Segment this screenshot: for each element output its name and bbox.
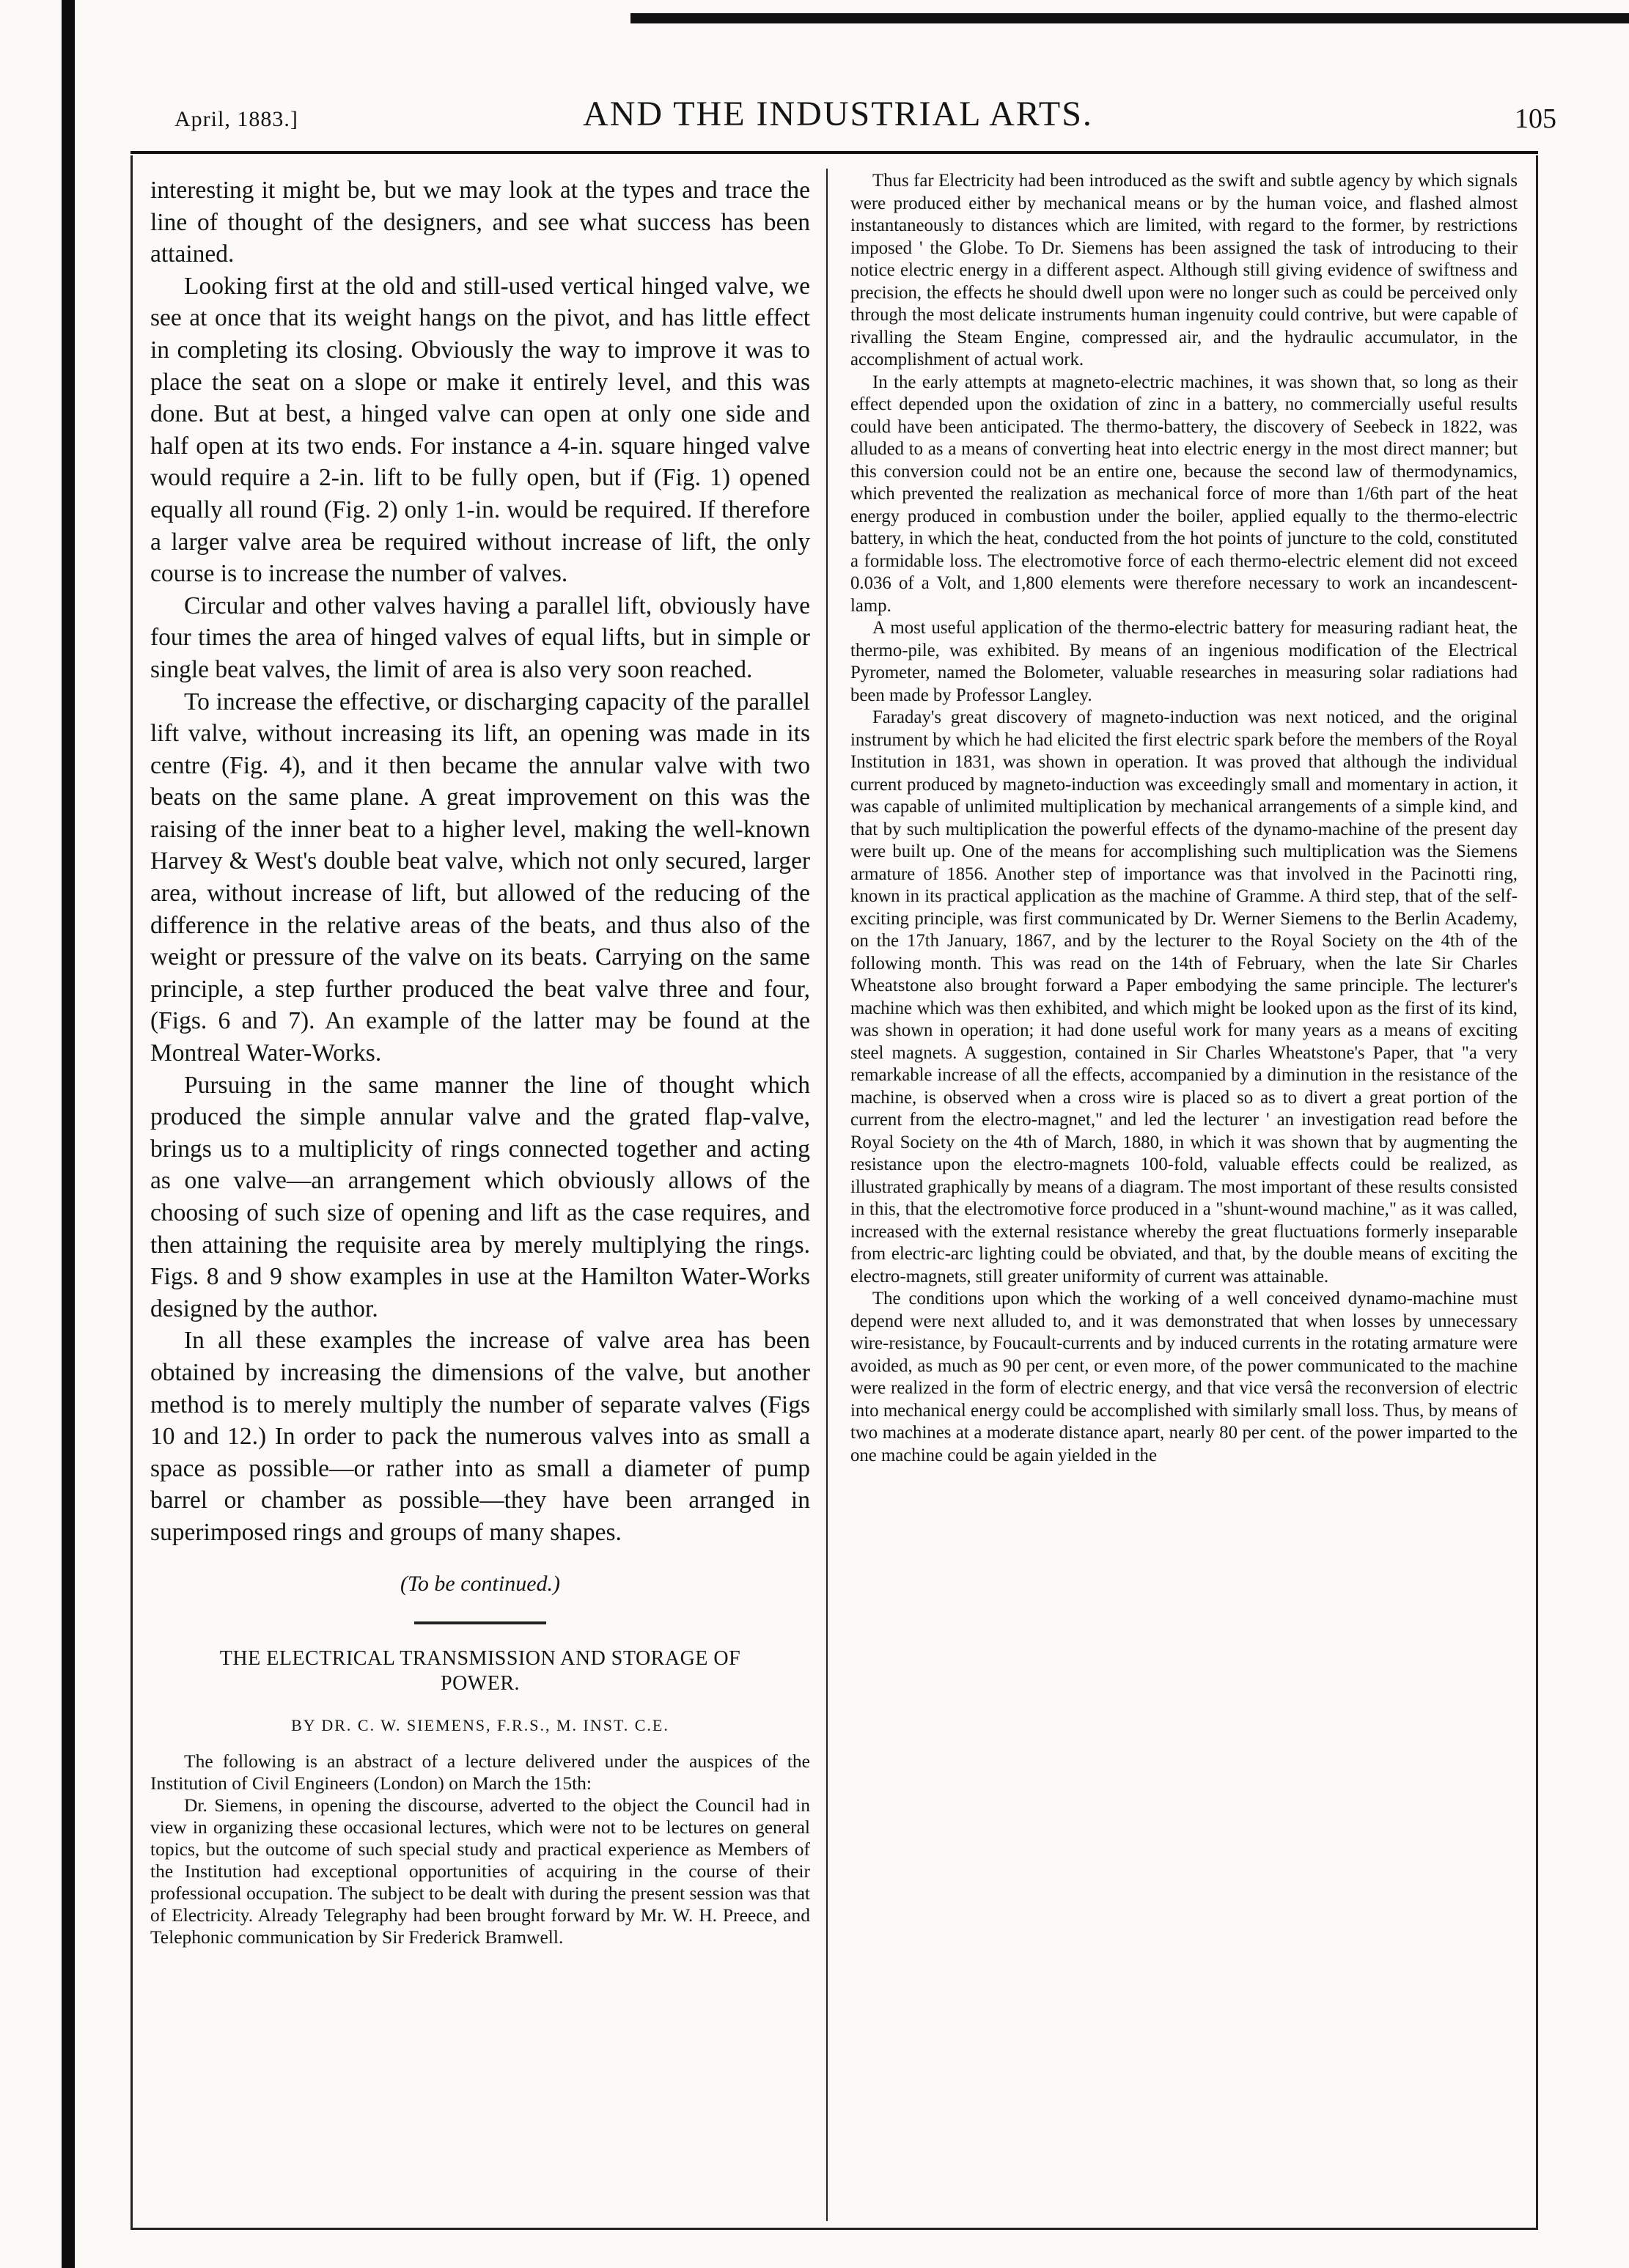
binding-edge bbox=[62, 0, 75, 2268]
journal-title: AND THE INDUSTRIAL ARTS. bbox=[583, 95, 1093, 133]
header-rule bbox=[130, 151, 1538, 154]
running-head bbox=[94, 94, 1582, 145]
top-rule bbox=[630, 13, 1629, 23]
paragraph: Pursuing in the same manner the line of thought which produced the simple annular valve and the grated flap-valve, brings us to a multiplicity of rings connected together and acting as one valve—an arrangement which obviously allows of the choosing of such size of opening and lift as the case requires, and then attaining the requisite area by merely multiplying the rings. Figs. 8 and 9 show examples in use at the Hamilton Water-Works designed by the author. bbox=[150, 1071, 810, 1322]
right-column bbox=[850, 170, 1518, 1467]
page-number: 105 bbox=[1515, 103, 1556, 134]
left-column bbox=[150, 174, 810, 1948]
paragraph: Faraday's great discovery of magneto-induction was next noticed, and the original instrument by which he had elicited the first electric spark before the members of the Royal Institution in 1831, was shown in operation. It was proved that although the individual current produced by magneto-induction was exceedingly small and momentary in action, it was capable of unlimited multiplication by mechanical arrangements of a simple kind, and that by such multiplication the powerful effects of the dynamo-machine of the present day were built up. One of the means for accomplishing such multiplication was the Siemens armature of 1856. Another step of importance was that involved in the Pacinotti ring, known in its practical application as the machine of Gramme. A third step, that of the self-exciting principle, was first communicated by Dr. Werner Siemens to the Berlin Academy, on the 17th January, 1867, and by the lecturer to the Royal Society on the 4th of the following month. This was read on the 14th of February, when the late Sir Charles Wheatstone also brought forward a Paper embodying the same principle. The lecturer's machine which was then exhibited, and which might be looked upon as the first of its kind, was shown in operation; it had done useful work for many years as a means of exciting steel magnets. A suggestion, contained in Sir Charles Wheatstone's Paper, that "a very remarkable increase of all the effects, accompanied by a diminution in the resistance of the machine, is observed when a cross wire is placed so as to divert a great portion of the current from the electro-magnet," and led the lecturer ' an investigation read before the Royal Society on the 4th of March, 1880, in which it was shown that by augmenting the resistance upon the electro-magnets 100-fold, valuable effects could be realized, as illustrated graphically by means of a diagram. The most important of these results consisted in this, that the electromotive force produced in a "shunt-wound machine," as it was called, increased with the external resistance whereby the great fluctuations formerly inseparable from electric-arc lighting could be obviated, and that, by the double means of exciting the electro-magnets, still greater uniformity of current was attainable. bbox=[850, 707, 1518, 1286]
paragraph: Thus far Electricity had been introduced as the swift and subtle agency by which signals were produced either by mechanical means or by the human voice, and flashed almost instantaneously to distances which are limited, with regard to the former, by restrictions imposed ' the Globe. To Dr. Siemens has been assigned the task of introducing to their notice electric energy in a different aspect. Although still giving evidence of swiftness and precision, the effects he should dwell upon were no longer such as could be perceived only through the most delicate instruments human ingenuity could contrive, but were capable of rivalling the Steam Engine, compressed air, and the hydraulic accumulator, in the accomplishment of actual work. bbox=[850, 171, 1518, 369]
paragraph: Looking first at the old and still-used vertical hinged valve, we see at once that its weight hangs on the pivot, and has little effect in completing its closing. Obviously the way to improve it was to place the seat on a slope or make it entirely level, and this was done. But at best, a hinged valve can open at only one side and half open at its two ends. For instance a 4-in. square hinged valve would require a 2-in. lift to be fully open, but if (Fig. 1) opened equally all round (Fig. 2) only 1-in. would be required. If therefore a larger valve area be required without increase of lift, the only course is to increase the number of valves. bbox=[150, 272, 810, 588]
paragraph: To increase the effective, or discharging capacity of the parallel lift valve, without increasing its lift, an opening was made in its centre (Fig. 4), and it then became the annular valve with two beats on the same plane. A great improvement on this was the raising of the inner beat to a higher level, making the well-known Harvey & West's double beat valve, which not only secured, larger area, without increase of lift, but allowed of the reducing of the difference in the relative areas of the beats, and thus also of the weight or pressure of the valve on its beats. Carrying on the same principle, a step further produced the beat valve three and four, (Figs. 6 and 7). An example of the latter may be found at the Montreal Water-Works. bbox=[150, 688, 810, 1067]
paragraph: interesting it might be, but we may look at the types and trace the line of thought of the designers, and see what success has been attained. bbox=[150, 177, 810, 268]
article-intro: The following is an abstract of a lecture delivered under the auspices of the Institution of Civil Engineers (London) on March the 15th: bbox=[150, 1750, 810, 1794]
paragraph: Dr. Siemens, in opening the discourse, adverted to the object the Council had in view in organizing these occasional lectures, which were not to be lectures on general topics, but the outcome of such special study and practical experience as Members of the Institution had exceptional opportunities of acquiring in the course of their professional occupation. The subject to be dealt with during the present session was that of Electricity. Already Telegraphy had been brought forward by Mr. W. H. Preece, and Telephonic communication by Sir Frederick Bramwell. bbox=[150, 1794, 810, 1948]
paragraph: A most useful application of the thermo-electric battery for measuring radiant heat, the thermo-pile, was exhibited. By means of an ingenious modification of the Electrical Pyrometer, named the Bolometer, valuable researches in measuring solar radiations had been made by Professor Langley. bbox=[850, 618, 1518, 705]
continued-note: (To be continued.) bbox=[400, 1571, 561, 1596]
paragraph: The conditions upon which the working of a well conceived dynamo-machine must depend were next alluded to, and it was demonstrated that when losses by unnecessary wire-resistance, by Foucault-currents and by induced currents in the rotating armature were avoided, as much as 90 per cent, or even more, of the power communicated to the machine were realized in the form of electric energy, and that vice versâ the reconversion of electric into mechanical energy could be accomplished with similarly small loss. Thus, by means of two machines at a moderate distance apart, nearly 80 per cent. of the power imparted to the one machine could be again yielded in the bbox=[850, 1289, 1518, 1465]
section-ornament bbox=[414, 1621, 546, 1624]
article-byline: BY DR. C. W. SIEMENS, F.R.S., M. INST. C.E. bbox=[291, 1716, 669, 1735]
paragraph: Circular and other valves having a parallel lift, obviously have four times the area of hinged valves of equal lifts, but in simple or single beat valves, the limit of area is also very soon reached. bbox=[150, 592, 810, 683]
article-title: THE ELECTRICAL TRANSMISSION AND STORAGE OF POWER. bbox=[219, 1647, 741, 1696]
paragraph: In the early attempts at magneto-electric machines, it was shown that, so long as their effect depended upon the oxidation of zinc in a battery, no commercially useful results could have been anticipated. The thermo-battery, the discovery of Seebeck in 1822, was alluded to as a means of converting heat into electric energy in the most direct manner; but this conversion could not be an entire one, because the second law of thermodynamics, which prevented the realization as mechanical force of more than 1/6th part of the heat energy produced in combustion under the boiler, applied equally to the thermo-electric battery, in which the heat, conducted from the hot points of juncture to the cold, constituted a formidable loss. The electromotive force of each thermo-electric element did not exceed 0.036 of a Volt, and 1,800 elements were therefore necessary to work an incandescent-lamp. bbox=[850, 372, 1518, 616]
column-divider bbox=[826, 169, 828, 2221]
issue-date: April, 1883.] bbox=[174, 107, 298, 131]
paragraph: In all these examples the increase of valve area has been obtained by increasing the dimensions of the valve, but another method is to merely multiply the number of separate valves (Figs 10 and 12.) In order to pack the numerous valves into as small a space as possible—or rather into as small a diameter of pump barrel or chamber as possible—they have been arranged in superimposed rings and groups of many shapes. bbox=[150, 1327, 810, 1546]
